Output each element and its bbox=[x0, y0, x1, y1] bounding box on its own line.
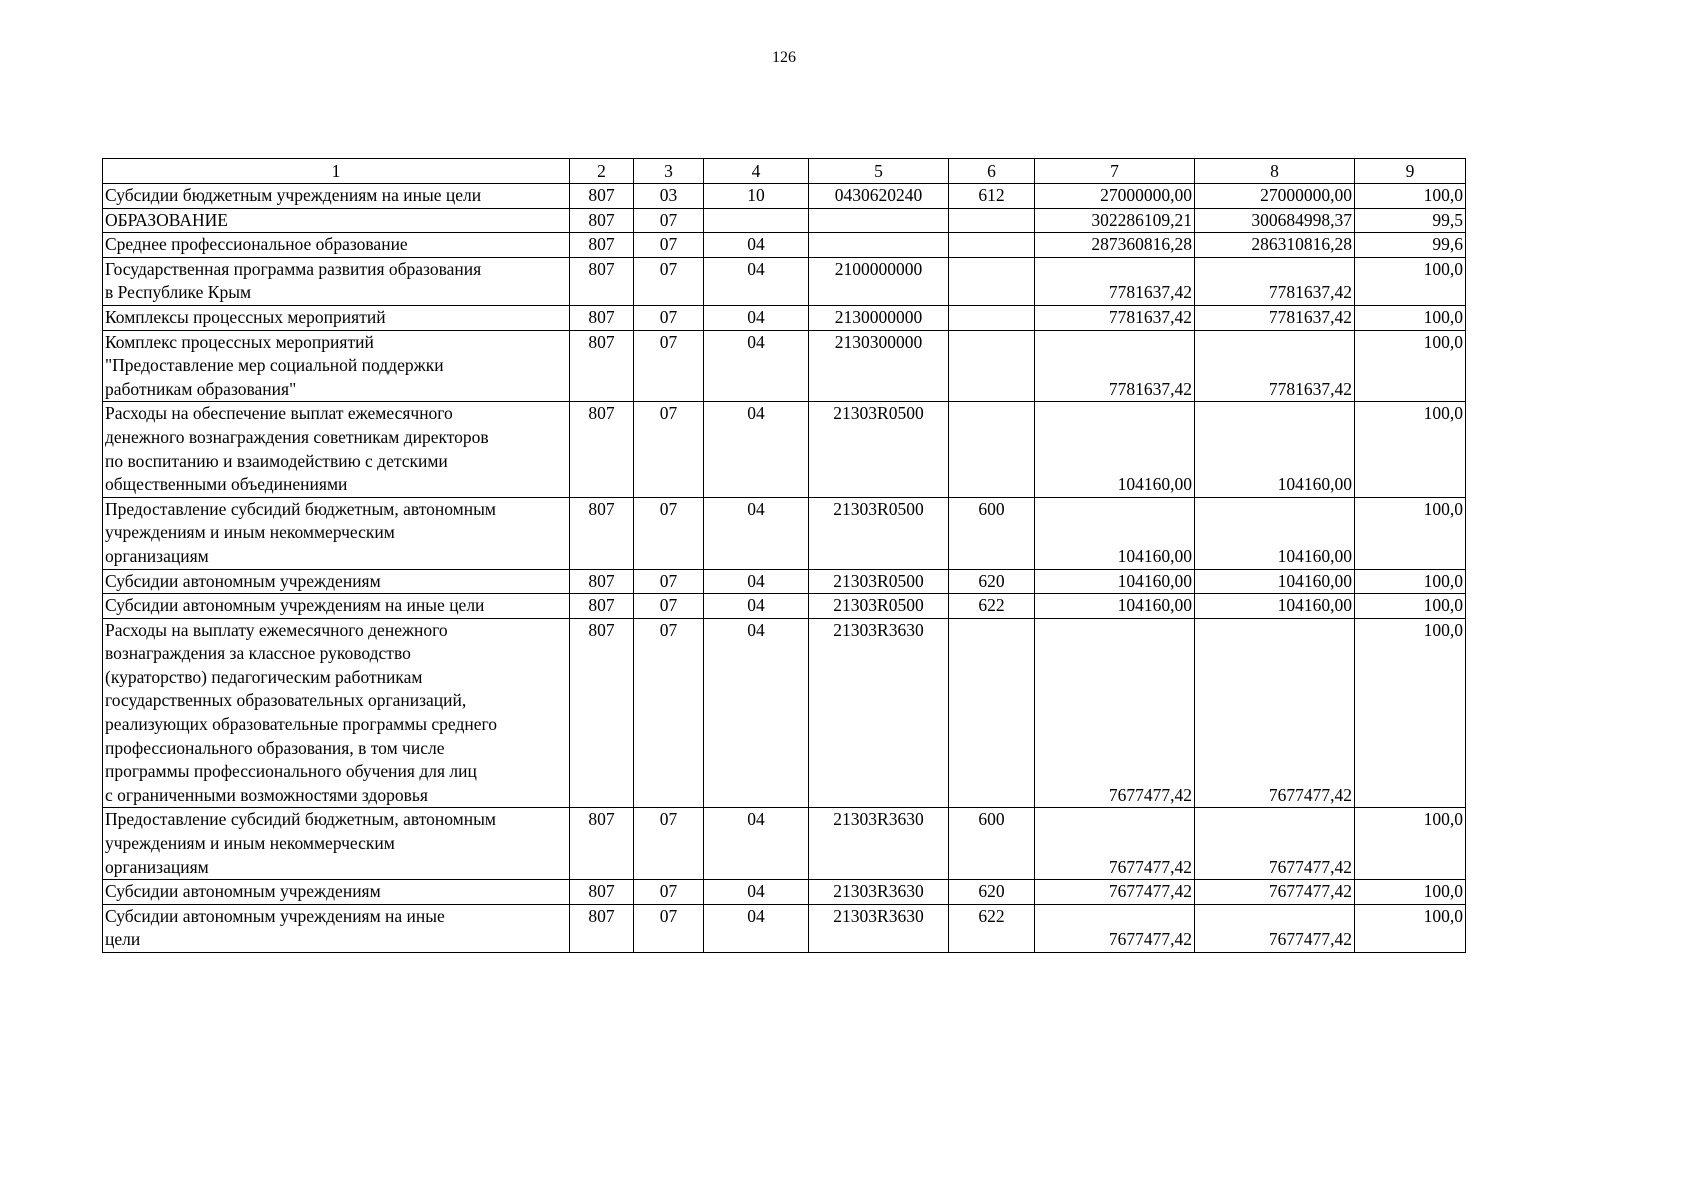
item-name-cell: Комплекс процессных мероприятий "Предоставление мер социальной поддержки работникам образования" bbox=[103, 330, 570, 402]
expense-type-code-cell: 620 bbox=[949, 880, 1035, 905]
table-row bbox=[103, 184, 1466, 209]
executed-amount-cell: 7677477,42 bbox=[1195, 618, 1355, 808]
ministry-code-cell: 807 bbox=[570, 880, 634, 905]
section-code-cell: 07 bbox=[634, 330, 704, 402]
approved-amount-cell: 27000000,00 bbox=[1035, 184, 1195, 209]
column-header: 2 bbox=[570, 159, 634, 184]
expense-type-code-cell: 620 bbox=[949, 569, 1035, 594]
column-header: 6 bbox=[949, 159, 1035, 184]
table-row bbox=[103, 594, 1466, 619]
executed-amount-cell: 104160,00 bbox=[1195, 594, 1355, 619]
section-code-cell: 07 bbox=[634, 497, 704, 569]
target-item-code-cell: 21303R0500 bbox=[809, 594, 949, 619]
item-name-cell: Субсидии автономным учреждениям на иные цели bbox=[103, 904, 570, 952]
execution-percent-cell: 100,0 bbox=[1355, 618, 1466, 808]
subsection-code-cell: 04 bbox=[704, 808, 809, 880]
executed-amount-cell: 7677477,42 bbox=[1195, 904, 1355, 952]
table-row bbox=[103, 569, 1466, 594]
target-item-code-cell: 21303R0500 bbox=[809, 497, 949, 569]
header-row bbox=[103, 159, 1466, 184]
expense-type-code-cell bbox=[949, 257, 1035, 305]
section-code-cell: 07 bbox=[634, 618, 704, 808]
section-code-cell: 07 bbox=[634, 233, 704, 258]
table-row bbox=[103, 618, 1466, 808]
table-row bbox=[103, 880, 1466, 905]
executed-amount-cell: 7781637,42 bbox=[1195, 305, 1355, 330]
target-item-code-cell: 2100000000 bbox=[809, 257, 949, 305]
target-item-code-cell: 2130300000 bbox=[809, 330, 949, 402]
section-code-cell: 07 bbox=[634, 808, 704, 880]
subsection-code-cell: 04 bbox=[704, 497, 809, 569]
approved-amount-cell: 104160,00 bbox=[1035, 594, 1195, 619]
table-row bbox=[103, 808, 1466, 880]
expense-type-code-cell: 600 bbox=[949, 497, 1035, 569]
ministry-code-cell: 807 bbox=[570, 257, 634, 305]
subsection-code-cell: 04 bbox=[704, 904, 809, 952]
section-code-cell: 07 bbox=[634, 904, 704, 952]
table-row bbox=[103, 305, 1466, 330]
execution-percent-cell: 99,6 bbox=[1355, 233, 1466, 258]
ministry-code-cell: 807 bbox=[570, 594, 634, 619]
column-header: 4 bbox=[704, 159, 809, 184]
ministry-code-cell: 807 bbox=[570, 618, 634, 808]
budget-table bbox=[102, 158, 1466, 953]
section-code-cell: 03 bbox=[634, 184, 704, 209]
executed-amount-cell: 7677477,42 bbox=[1195, 880, 1355, 905]
item-name-cell: Расходы на обеспечение выплат ежемесячного денежного вознаграждения советникам директоров по воспитанию и взаимодействию с детскими общественными объединениями bbox=[103, 402, 570, 497]
table-row bbox=[103, 233, 1466, 258]
approved-amount-cell: 7677477,42 bbox=[1035, 808, 1195, 880]
section-code-cell: 07 bbox=[634, 305, 704, 330]
approved-amount-cell: 287360816,28 bbox=[1035, 233, 1195, 258]
table-row bbox=[103, 208, 1466, 233]
ministry-code-cell: 807 bbox=[570, 208, 634, 233]
execution-percent-cell: 100,0 bbox=[1355, 257, 1466, 305]
execution-percent-cell: 100,0 bbox=[1355, 330, 1466, 402]
subsection-code-cell: 04 bbox=[704, 880, 809, 905]
subsection-code-cell: 10 bbox=[704, 184, 809, 209]
subsection-code-cell: 04 bbox=[704, 233, 809, 258]
item-name-cell: Предоставление субсидий бюджетным, автономным учреждениям и иным некоммерческим организациям bbox=[103, 808, 570, 880]
target-item-code-cell: 21303R3630 bbox=[809, 880, 949, 905]
approved-amount-cell: 7781637,42 bbox=[1035, 257, 1195, 305]
table-row bbox=[103, 904, 1466, 952]
subsection-code-cell: 04 bbox=[704, 594, 809, 619]
expense-type-code-cell: 600 bbox=[949, 808, 1035, 880]
expense-type-code-cell bbox=[949, 305, 1035, 330]
column-header: 3 bbox=[634, 159, 704, 184]
approved-amount-cell: 104160,00 bbox=[1035, 402, 1195, 497]
executed-amount-cell: 7677477,42 bbox=[1195, 808, 1355, 880]
expense-type-code-cell bbox=[949, 330, 1035, 402]
target-item-code-cell bbox=[809, 208, 949, 233]
expense-type-code-cell: 622 bbox=[949, 594, 1035, 619]
expense-type-code-cell bbox=[949, 208, 1035, 233]
subsection-code-cell bbox=[704, 208, 809, 233]
executed-amount-cell: 7781637,42 bbox=[1195, 330, 1355, 402]
section-code-cell: 07 bbox=[634, 880, 704, 905]
execution-percent-cell: 100,0 bbox=[1355, 904, 1466, 952]
target-item-code-cell: 21303R0500 bbox=[809, 569, 949, 594]
execution-percent-cell: 100,0 bbox=[1355, 497, 1466, 569]
item-name-cell: Субсидии автономным учреждениям на иные цели bbox=[103, 594, 570, 619]
target-item-code-cell: 21303R3630 bbox=[809, 904, 949, 952]
ministry-code-cell: 807 bbox=[570, 184, 634, 209]
approved-amount-cell: 7781637,42 bbox=[1035, 305, 1195, 330]
section-code-cell: 07 bbox=[634, 402, 704, 497]
executed-amount-cell: 104160,00 bbox=[1195, 569, 1355, 594]
target-item-code-cell: 0430620240 bbox=[809, 184, 949, 209]
approved-amount-cell: 104160,00 bbox=[1035, 569, 1195, 594]
item-name-cell: Среднее профессиональное образование bbox=[103, 233, 570, 258]
table-row bbox=[103, 402, 1466, 497]
target-item-code-cell: 21303R3630 bbox=[809, 808, 949, 880]
subsection-code-cell: 04 bbox=[704, 330, 809, 402]
approved-amount-cell: 104160,00 bbox=[1035, 497, 1195, 569]
item-name-cell: Субсидии автономным учреждениям bbox=[103, 880, 570, 905]
target-item-code-cell: 2130000000 bbox=[809, 305, 949, 330]
ministry-code-cell: 807 bbox=[570, 497, 634, 569]
column-header: 5 bbox=[809, 159, 949, 184]
subsection-code-cell: 04 bbox=[704, 618, 809, 808]
column-header: 9 bbox=[1355, 159, 1466, 184]
subsection-code-cell: 04 bbox=[704, 305, 809, 330]
execution-percent-cell: 100,0 bbox=[1355, 305, 1466, 330]
subsection-code-cell: 04 bbox=[704, 402, 809, 497]
ministry-code-cell: 807 bbox=[570, 569, 634, 594]
ministry-code-cell: 807 bbox=[570, 233, 634, 258]
column-header: 8 bbox=[1195, 159, 1355, 184]
expense-type-code-cell: 612 bbox=[949, 184, 1035, 209]
ministry-code-cell: 807 bbox=[570, 904, 634, 952]
executed-amount-cell: 7781637,42 bbox=[1195, 257, 1355, 305]
item-name-cell: Субсидии бюджетным учреждениям на иные цели bbox=[103, 184, 570, 209]
section-code-cell: 07 bbox=[634, 208, 704, 233]
execution-percent-cell: 100,0 bbox=[1355, 880, 1466, 905]
ministry-code-cell: 807 bbox=[570, 330, 634, 402]
section-code-cell: 07 bbox=[634, 257, 704, 305]
approved-amount-cell: 7677477,42 bbox=[1035, 880, 1195, 905]
executed-amount-cell: 104160,00 bbox=[1195, 497, 1355, 569]
subsection-code-cell: 04 bbox=[704, 569, 809, 594]
item-name-cell: Расходы на выплату ежемесячного денежного вознаграждения за классное руководство (кураторство) педагогическим работникам государственных образовательных организаций, реализующих образовательные программы среднего профессионального образования, в том числе программы профессионального обучения для лиц с ограниченными возможностями здоровья bbox=[103, 618, 570, 808]
subsection-code-cell: 04 bbox=[704, 257, 809, 305]
item-name-cell: Комплексы процессных мероприятий bbox=[103, 305, 570, 330]
section-code-cell: 07 bbox=[634, 594, 704, 619]
expense-type-code-cell bbox=[949, 402, 1035, 497]
approved-amount-cell: 7677477,42 bbox=[1035, 904, 1195, 952]
column-header: 1 bbox=[103, 159, 570, 184]
executed-amount-cell: 27000000,00 bbox=[1195, 184, 1355, 209]
execution-percent-cell: 100,0 bbox=[1355, 594, 1466, 619]
target-item-code-cell bbox=[809, 233, 949, 258]
item-name-cell: Государственная программа развития образования в Республике Крым bbox=[103, 257, 570, 305]
table-row bbox=[103, 497, 1466, 569]
execution-percent-cell: 100,0 bbox=[1355, 184, 1466, 209]
target-item-code-cell: 21303R0500 bbox=[809, 402, 949, 497]
item-name-cell: Субсидии автономным учреждениям bbox=[103, 569, 570, 594]
approved-amount-cell: 7781637,42 bbox=[1035, 330, 1195, 402]
table-row bbox=[103, 257, 1466, 305]
executed-amount-cell: 300684998,37 bbox=[1195, 208, 1355, 233]
ministry-code-cell: 807 bbox=[570, 402, 634, 497]
executed-amount-cell: 104160,00 bbox=[1195, 402, 1355, 497]
approved-amount-cell: 302286109,21 bbox=[1035, 208, 1195, 233]
executed-amount-cell: 286310816,28 bbox=[1195, 233, 1355, 258]
expense-type-code-cell: 622 bbox=[949, 904, 1035, 952]
execution-percent-cell: 100,0 bbox=[1355, 569, 1466, 594]
page-number: 126 bbox=[772, 49, 796, 66]
ministry-code-cell: 807 bbox=[570, 305, 634, 330]
item-name-cell: ОБРАЗОВАНИЕ bbox=[103, 208, 570, 233]
column-header: 7 bbox=[1035, 159, 1195, 184]
expense-type-code-cell bbox=[949, 233, 1035, 258]
execution-percent-cell: 100,0 bbox=[1355, 402, 1466, 497]
expense-type-code-cell bbox=[949, 618, 1035, 808]
execution-percent-cell: 99,5 bbox=[1355, 208, 1466, 233]
table-row bbox=[103, 330, 1466, 402]
target-item-code-cell: 21303R3630 bbox=[809, 618, 949, 808]
approved-amount-cell: 7677477,42 bbox=[1035, 618, 1195, 808]
execution-percent-cell: 100,0 bbox=[1355, 808, 1466, 880]
section-code-cell: 07 bbox=[634, 569, 704, 594]
item-name-cell: Предоставление субсидий бюджетным, автономным учреждениям и иным некоммерческим организациям bbox=[103, 497, 570, 569]
ministry-code-cell: 807 bbox=[570, 808, 634, 880]
